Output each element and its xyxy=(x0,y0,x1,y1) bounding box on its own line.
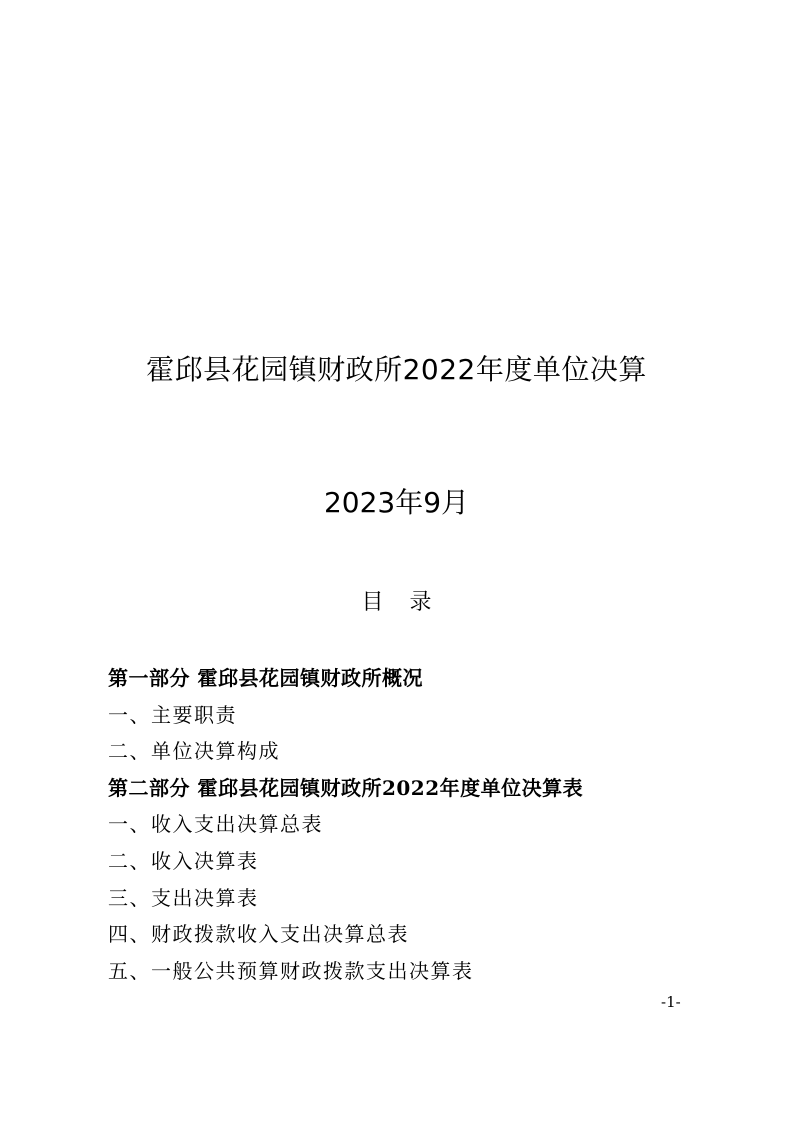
toc-item: 二、收入决算表 xyxy=(108,848,259,873)
toc-item: 四、财政拨款收入支出决算总表 xyxy=(108,922,409,947)
table-of-contents xyxy=(108,660,708,989)
toc-item: 五、一般公共预算财政拨款支出决算表 xyxy=(108,958,474,983)
toc-item: 一、收入支出决算总表 xyxy=(108,812,323,837)
toc-item: 三、支出决算表 xyxy=(108,885,259,910)
toc-section-part-one: 第一部分 霍邱县花园镇财政所概况 xyxy=(108,666,423,690)
document-date: 2023年9月 xyxy=(323,486,470,519)
toc-item: 一、主要职责 xyxy=(108,702,237,727)
toc-section-part-two: 第二部分 霍邱县花园镇财政所2022年度单位决算表 xyxy=(108,775,584,800)
toc-item: 二、单位决算构成 xyxy=(108,739,280,764)
page-number: -1- xyxy=(661,993,681,1011)
document-title: 霍邱县花园镇财政所2022年度单位决算 xyxy=(146,353,647,386)
toc-heading: 目录 xyxy=(361,590,458,615)
